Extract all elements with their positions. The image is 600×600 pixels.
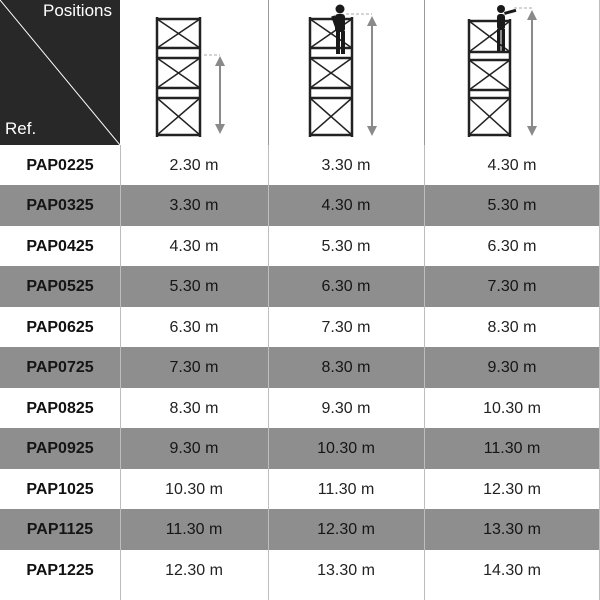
- height-value-position-3: 11.30 m: [483, 439, 541, 457]
- row-ref: PAP1025: [26, 480, 94, 498]
- height-value-position-1: 7.30 m: [169, 358, 219, 376]
- height-value-position-1: 5.30 m: [169, 277, 219, 295]
- header-corner-cell: [0, 0, 120, 145]
- height-value-position-3: 13.30 m: [483, 520, 541, 538]
- row-ref: PAP0725: [26, 358, 94, 376]
- table-row: [0, 266, 600, 307]
- worker-reaching-icon: [497, 5, 516, 51]
- height-value-position-1: 2.30 m: [169, 156, 219, 174]
- column-divider: [268, 145, 269, 600]
- header-column-divider: [268, 0, 269, 145]
- height-value-position-3: 10.30 m: [483, 399, 541, 417]
- scaffold-tower-icon: [157, 17, 200, 137]
- row-ref: PAP0325: [26, 196, 94, 214]
- worker-icon: [331, 5, 345, 55]
- height-value-position-3: 5.30 m: [487, 196, 537, 214]
- height-value-position-2: 9.30 m: [321, 399, 371, 417]
- height-value-position-3: 12.30 m: [483, 480, 541, 498]
- height-arrow-icon: [367, 16, 377, 136]
- positions-header-label: Positions: [43, 1, 112, 20]
- table-row: [0, 307, 600, 348]
- height-value-position-2: 8.30 m: [321, 358, 371, 376]
- table-row: [0, 550, 600, 591]
- height-value-position-3: 8.30 m: [487, 318, 537, 336]
- height-value-position-2: 7.30 m: [321, 318, 371, 336]
- row-ref: PAP0625: [26, 318, 94, 336]
- height-value-position-3: 4.30 m: [487, 156, 537, 174]
- height-value-position-2: 5.30 m: [321, 237, 371, 255]
- height-value-position-1: 12.30 m: [165, 561, 223, 579]
- row-ref: PAP1125: [26, 520, 94, 538]
- table-header: [0, 0, 600, 145]
- height-value-position-1: 10.30 m: [165, 480, 223, 498]
- height-value-position-3: 14.30 m: [483, 561, 541, 579]
- row-ref: PAP0525: [26, 277, 94, 295]
- row-ref: PAP0925: [26, 439, 94, 457]
- height-value-position-1: 9.30 m: [169, 439, 219, 457]
- height-value-position-1: 8.30 m: [169, 399, 219, 417]
- height-value-position-1: 3.30 m: [169, 196, 219, 214]
- height-arrow-icon: [215, 56, 225, 134]
- height-value-position-1: 11.30 m: [165, 520, 223, 538]
- height-value-position-2: 10.30 m: [317, 439, 375, 457]
- height-value-position-3: 9.30 m: [487, 358, 537, 376]
- height-value-position-2: 3.30 m: [321, 156, 371, 174]
- height-value-position-2: 6.30 m: [321, 277, 371, 295]
- height-value-position-2: 4.30 m: [321, 196, 371, 214]
- table-row: [0, 145, 600, 186]
- header-column-divider: [424, 0, 425, 145]
- row-ref: PAP0825: [26, 399, 94, 417]
- row-ref: PAP1225: [26, 561, 94, 579]
- height-value-position-2: 11.30 m: [317, 480, 375, 498]
- height-value-position-3: 7.30 m: [487, 277, 537, 295]
- column-divider: [424, 145, 425, 600]
- height-value-position-3: 6.30 m: [487, 237, 537, 255]
- table-row: [0, 509, 600, 550]
- column-divider: [120, 145, 121, 600]
- height-arrow-icon: [527, 10, 537, 136]
- table-row: [0, 347, 600, 388]
- table-row: [0, 388, 600, 429]
- position-2-illustration: [268, 0, 424, 145]
- height-value-position-1: 4.30 m: [169, 237, 219, 255]
- row-ref: PAP0225: [26, 156, 94, 174]
- height-value-position-2: 13.30 m: [317, 561, 375, 579]
- ref-header-label: Ref.: [5, 119, 37, 138]
- row-ref: PAP0425: [26, 237, 94, 255]
- position-1-illustration: [120, 0, 268, 145]
- height-value-position-1: 6.30 m: [169, 318, 219, 336]
- table-row: [0, 428, 600, 469]
- table-row: [0, 185, 600, 226]
- position-3-illustration: [424, 0, 600, 145]
- height-value-position-2: 12.30 m: [317, 520, 375, 538]
- table-row: [0, 469, 600, 510]
- scaffold-tower-icon: [310, 17, 352, 137]
- table-row: [0, 226, 600, 267]
